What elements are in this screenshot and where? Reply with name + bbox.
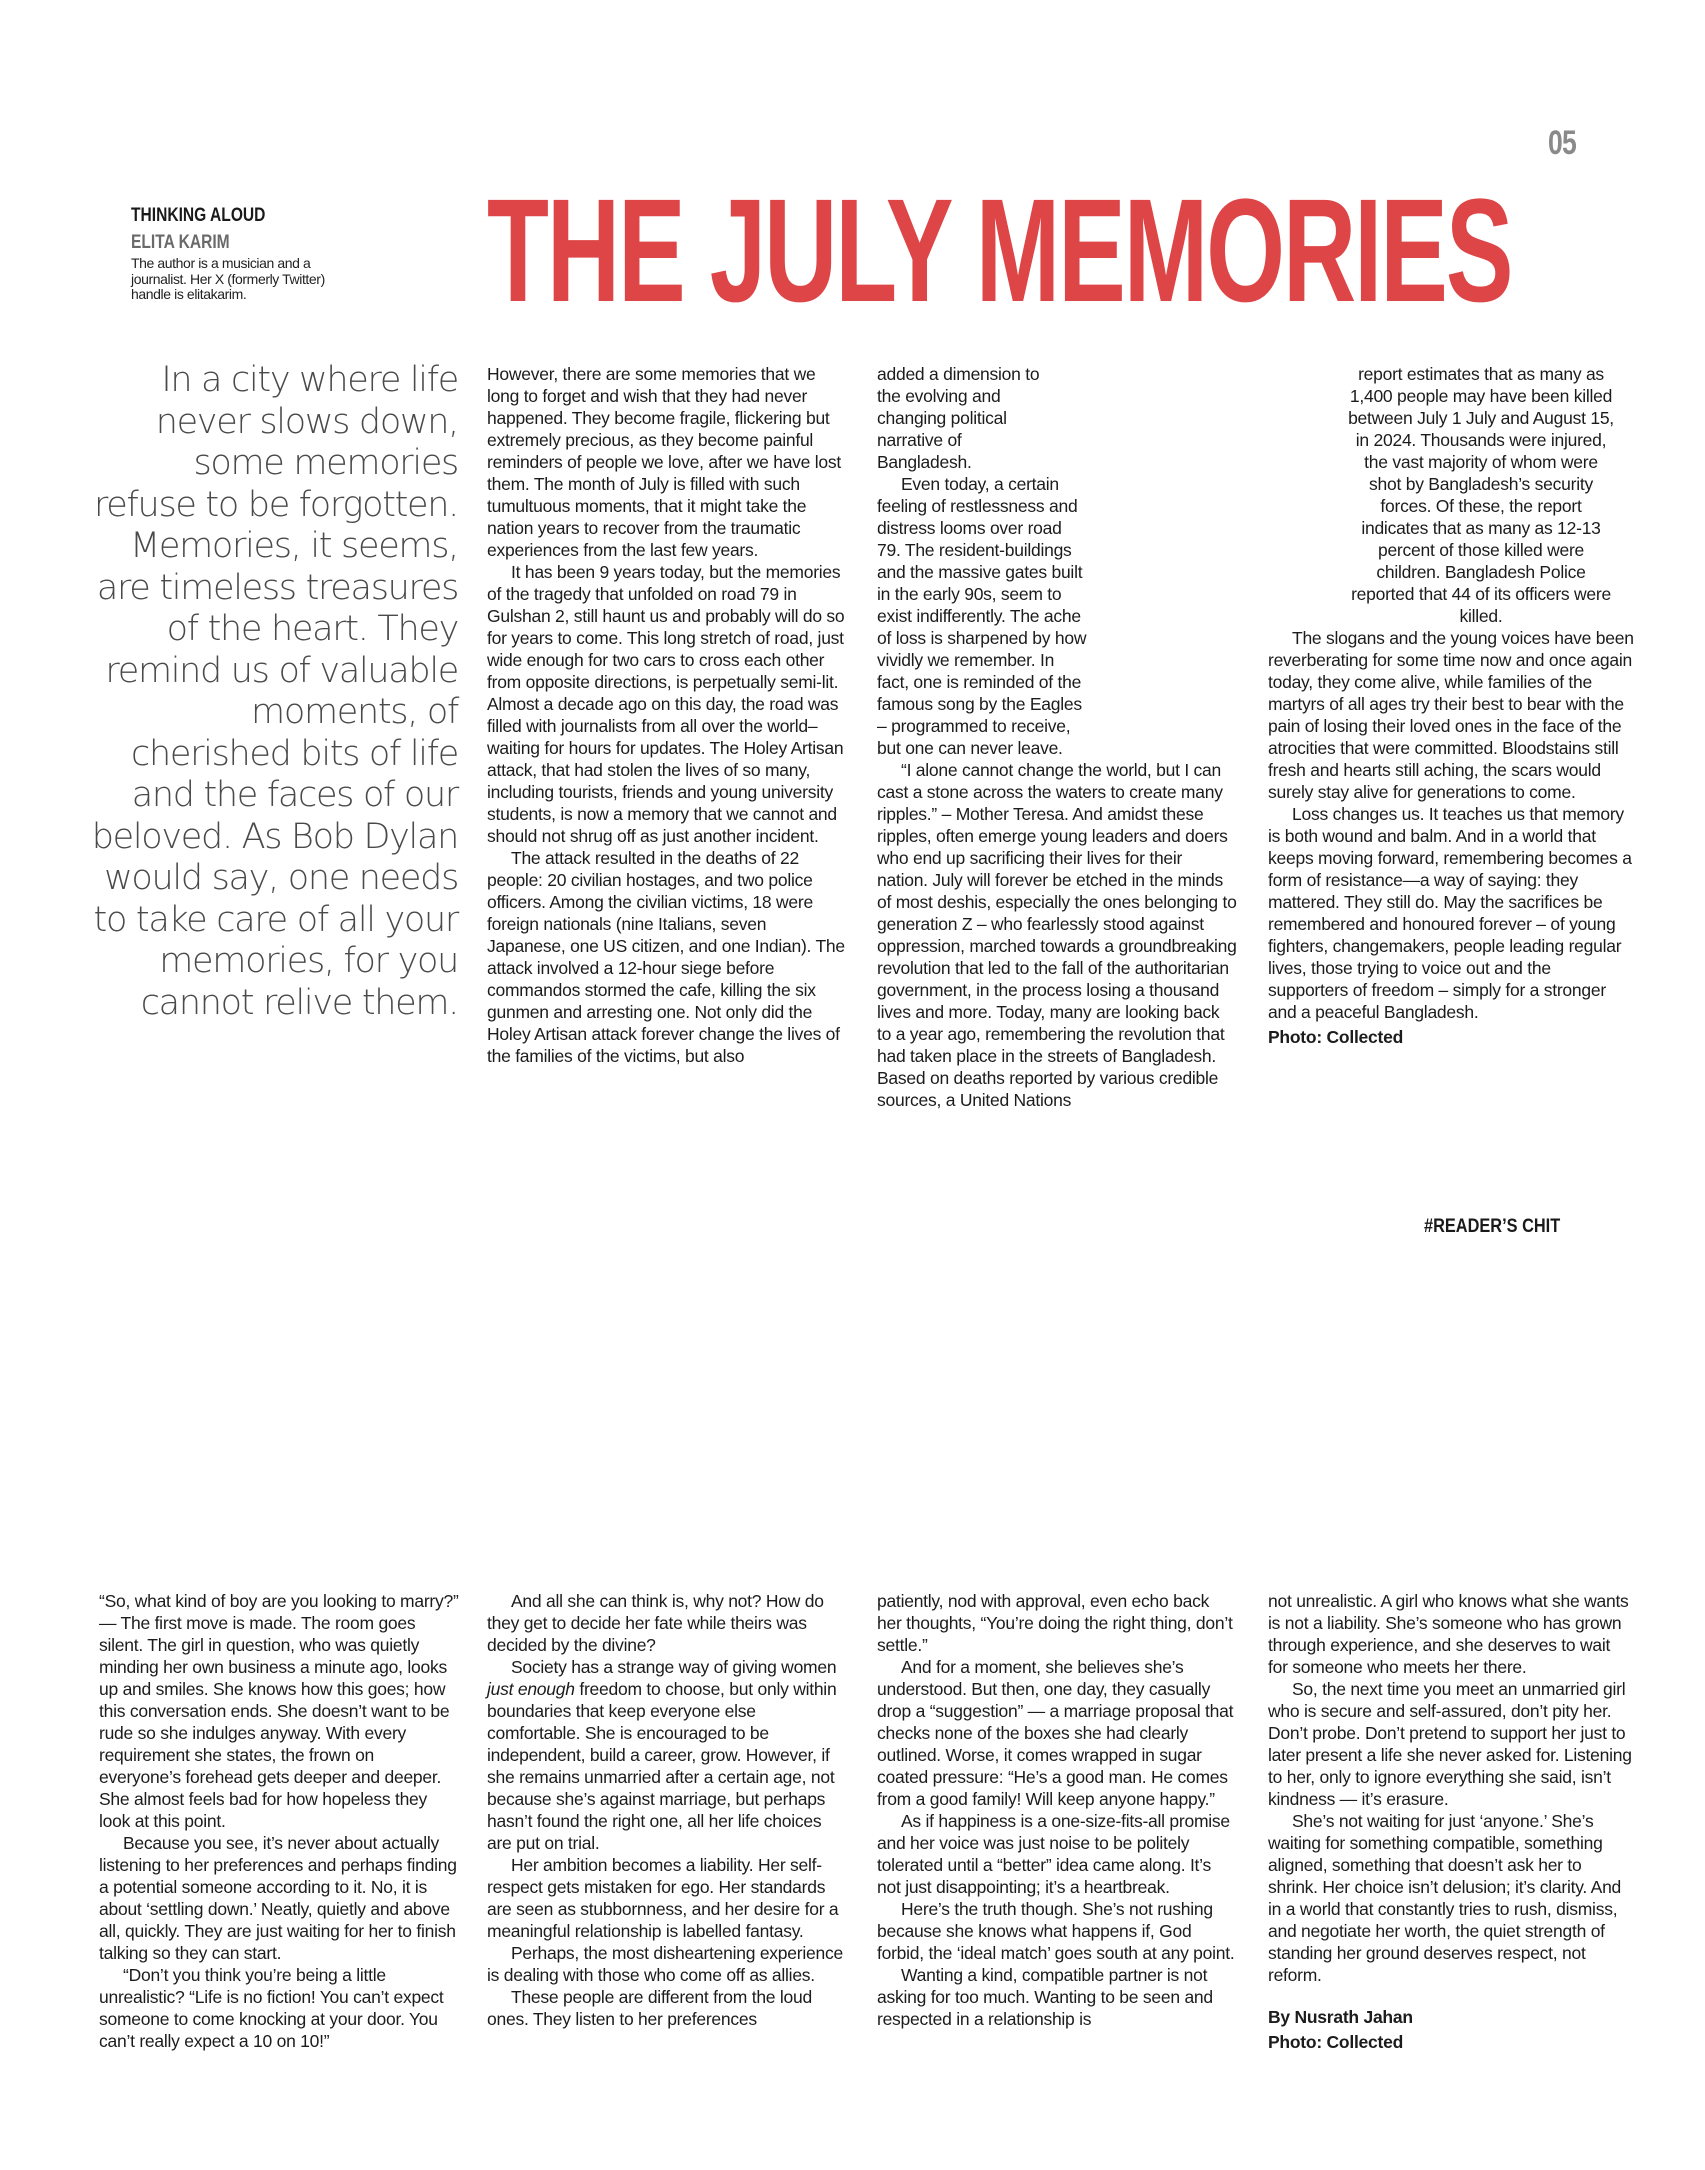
article-headline: THE JULY MEMORIES [487,169,1512,333]
paragraph: Perhaps, the most disheartening experience is dealing with those who come off as allies. [487,1943,843,1985]
paragraph: And for a moment, she believes she’s understood. But then, one day, they casually drop a “suggestion” — a marriage proposal that checks none of the boxes she had clearly outlined. Worse, it comes wrapped in sugar coated pressure: “He’s a good man. He comes from a good family! Will keep anyone happy.” [877,1657,1234,1809]
paragraph: Wanting a kind, compatible partner is not asking for too much. Wanting to be seen and respected in a relationship is [877,1965,1213,2029]
photo-credit: Photo: Collected [1268,1027,1404,1047]
paragraph: “So, what kind of boy are you looking to marry?” — The first move is made. The room goes silent. The girl in question, who was quietly minding her own business a minute ago, looks up and smiles. She knows how this goes; how this conversation ends. She doesn’t want to be rude so she indulges anyway. With every requirement she states, the frown on everyone’s forehead gets deeper and deeper. She almost feels bad for how hopeless they look at this point. [99,1591,459,1831]
paragraph: The attack resulted in the deaths of 22 people: 20 civilian hostages, and two police officers. Among the civilian victims, 18 were foreign nationals (nine Italians, seven Japanese, one US citizen, and one Indian). The attack involved a 12-hour siege before commandos stormed the cafe, killing the six gunmen and arresting one. Not only did the Holey Artisan attack forever change the lives of the families of the victims, but also [487,848,845,1066]
photo-credit: Photo: Collected [1268,2032,1404,2052]
paragraph: As if happiness is a one-size-fits-all promise and her voice was just noise to be politely tolerated until a “better” idea came along. It’s not just disappointing; it’s a heartbreak. [877,1811,1230,1897]
paragraph: She’s not waiting for just ‘anyone.’ She’s waiting for something compatible, something aligned, something that doesn’t ask her to shrink. Her choice isn’t delusion; it’s clarity. And in a world that constantly tries to rush, dismiss, and negotiate her worth, the quiet strength of standing her ground deserves respect, not reform. [1268,1811,1622,1985]
paragraph: However, there are some memories that we long to forget and wish that they had never happened. They become fragile, flickering but extremely precious, as they become painful reminders of people we love, after we have lost them. The month of July is filled with such tumultuous moments, that it might take the nation years to recover from the traumatic experiences from the last few years. [487,364,841,560]
chit-column-4 [1268,1590,1634,2053]
chit-byline: By Nusrath Jahan [1268,2007,1413,2027]
pull-quote: In a city where life never slows down, some memories refuse to be forgotten. Memories, it seems, are timeless treasures of the heart. They remind us of valuable moments, of cherished bits of life and the faces of our beloved. As Bob Dylan would say, one needs to take care of all your memories, for you cannot relive them. [91,360,458,1023]
chit-column-3 [877,1590,1237,2030]
paragraph: Loss changes us. It teaches us that memory is both wound and balm. And in a world that keeps moving forward, remembering becomes a form of resistance—a way of saying: they mattered. They still do. May the sacrifices be remembered and honoured forever – of young fighters, changemakers, people leading regular lives, those trying to voice out and the supporters of freedom – simply for a stronger and a peaceful Bangladesh. [1268,804,1632,1022]
paragraph: patiently, nod with approval, even echo back her thoughts, “You’re doing the right thing, don’t settle.” [877,1591,1233,1655]
paragraph: Because you see, it’s never about actually listening to her preferences and perhaps finding a potential someone according to it. No, it is about ‘settling down.’ Neatly, quietly and above all, quickly. They are just waiting for her to finish talking so they can start. [99,1833,457,1963]
paragraph: And all she can think is, why not? How do they get to decide her fate while theirs was decided by the divine? [487,1591,824,1655]
author-name: ELITA KARIM [131,232,230,253]
author-block [131,205,351,303]
paragraph: “Don’t you think you’re being a little unrealistic? “Life is no fiction! You can’t expect someone to come knocking at your door. You can’t really expect a 10 on 10!” [99,1965,444,2051]
paragraph: added a dimension to the evolving and changing political narrative of Bangladesh. [877,364,1040,472]
paragraph: not unrealistic. A girl who knows what she wants is not a liability. She’s someone who has grown through experience, and she deserves to wait for someone who meets her there. [1268,1591,1629,1677]
chit-column-1 [99,1590,459,2052]
paragraph: These people are different from the loud ones. They listen to her preferences [487,1987,812,2029]
paragraph: “I alone cannot change the world, but I can cast a stone across the waters to create many ripples.” – Mother Teresa. And amidst these ripples, often emerge young leaders and doers who end up sacrificing their lives for their nation. July will forever be etched in the minds of most deshis, especially the ones belonging to generation Z – who fearlessly stood against oppression, marched towards a groundbreaking revolution that led to the fall of the authoritarian government, in the process losing a thousand lives and more. Today, many are looking back to a year ago, remembering the revolution that had taken place in the streets of Bangladesh. Based on deaths reported by various credible sources, a United Nations [877,760,1237,1110]
paragraph: It has been 9 years today, but the memories of the tragedy that unfolded on road 79 in Gulshan 2, still haunt us and probably will do so for years to come. This long stretch of road, just wide enough for two cars to cross each other from opposite directions, is perpetually semi-lit. Almost a decade ago on this day, the road was filled with journalists from all over the world– waiting for hours for updates. The Holey Artisan attack, that had stolen the lives of so many, including tourists, friends and young university students, is now a memory that we cannot and should not shrug off as just another incident. [487,562,845,846]
author-bio: The author is a musician and a journalist. Her X (formerly Twitter) handle is elitakarim. [131,255,325,302]
paragraph: The slogans and the young voices have been reverberating for some time now and once again today, they come alive, while families of the martyrs of all ages try their best to bear with the pain of losing their loved ones in the face of the atrocities that were committed. Bloodstains still fresh and hearts still aching, the scars would surely stay alive for generations to come. [1268,628,1634,802]
readers-chit-tag: #READER’S CHIT [1424,1216,1561,1237]
paragraph [487,1656,847,1854]
text-run: Society has a strange way of giving women [511,1657,837,1677]
section-label: THINKING ALOUD [131,205,266,226]
article-column-1 [487,363,847,1067]
chit-column-2 [487,1590,847,2030]
article-column-2 [877,363,1237,1111]
paragraph: Even today, a certain feeling of restlessness and distress looms over road 79. The resident-buildings and the massive gates built in the early 90s, seem to exist indifferently. The ache of loss is sharpened by how vividly we remember. In fact, one is reminded of the famous song by the Eagles – programmed to receive, but one can never leave. [877,474,1087,758]
paragraph: Her ambition becomes a liability. Her self-respect gets mistaken for ego. Her standards are seen as stubbornness, and her desire for a meaningful relationship is labelled fantasy. [487,1855,839,1941]
paragraph: So, the next time you meet an unmarried girl who is secure and self-assured, don’t pity her. Don’t probe. Don’t pretend to support her just to later present a life she never asked for. Listening to her, only to ignore everything she said, isn’t kindness — it’s erasure. [1268,1679,1632,1809]
emphasis-text: just enough [487,1679,575,1699]
page-number: 05 [1548,124,1576,162]
paragraph: report estimates that as many as 1,400 people may have been killed between July 1 July and August 15, in 2024. Thousands were injured, the vast majority of whom were shot by Bangladesh’s security forces. Of these, the report indicates that as many as 12-13 percent of those killed were children. Bangladesh Police reported that 44 of its officers were killed. [1348,364,1614,626]
text-run: freedom to choose, but only within boundaries that keep everyone else comfortable. She is encouraged to be independent, build a career, grow. However, if she remains unmarried after a certain age, not because she’s against marriage, but perhaps hasn’t found the right one, all her life choices are put on trial. [487,1679,837,1853]
article-column-3 [1268,363,1634,1048]
paragraph: Here’s the truth though. She’s not rushing because she knows what happens if, God forbid, the ‘ideal match’ goes south at any point. [877,1899,1235,1963]
